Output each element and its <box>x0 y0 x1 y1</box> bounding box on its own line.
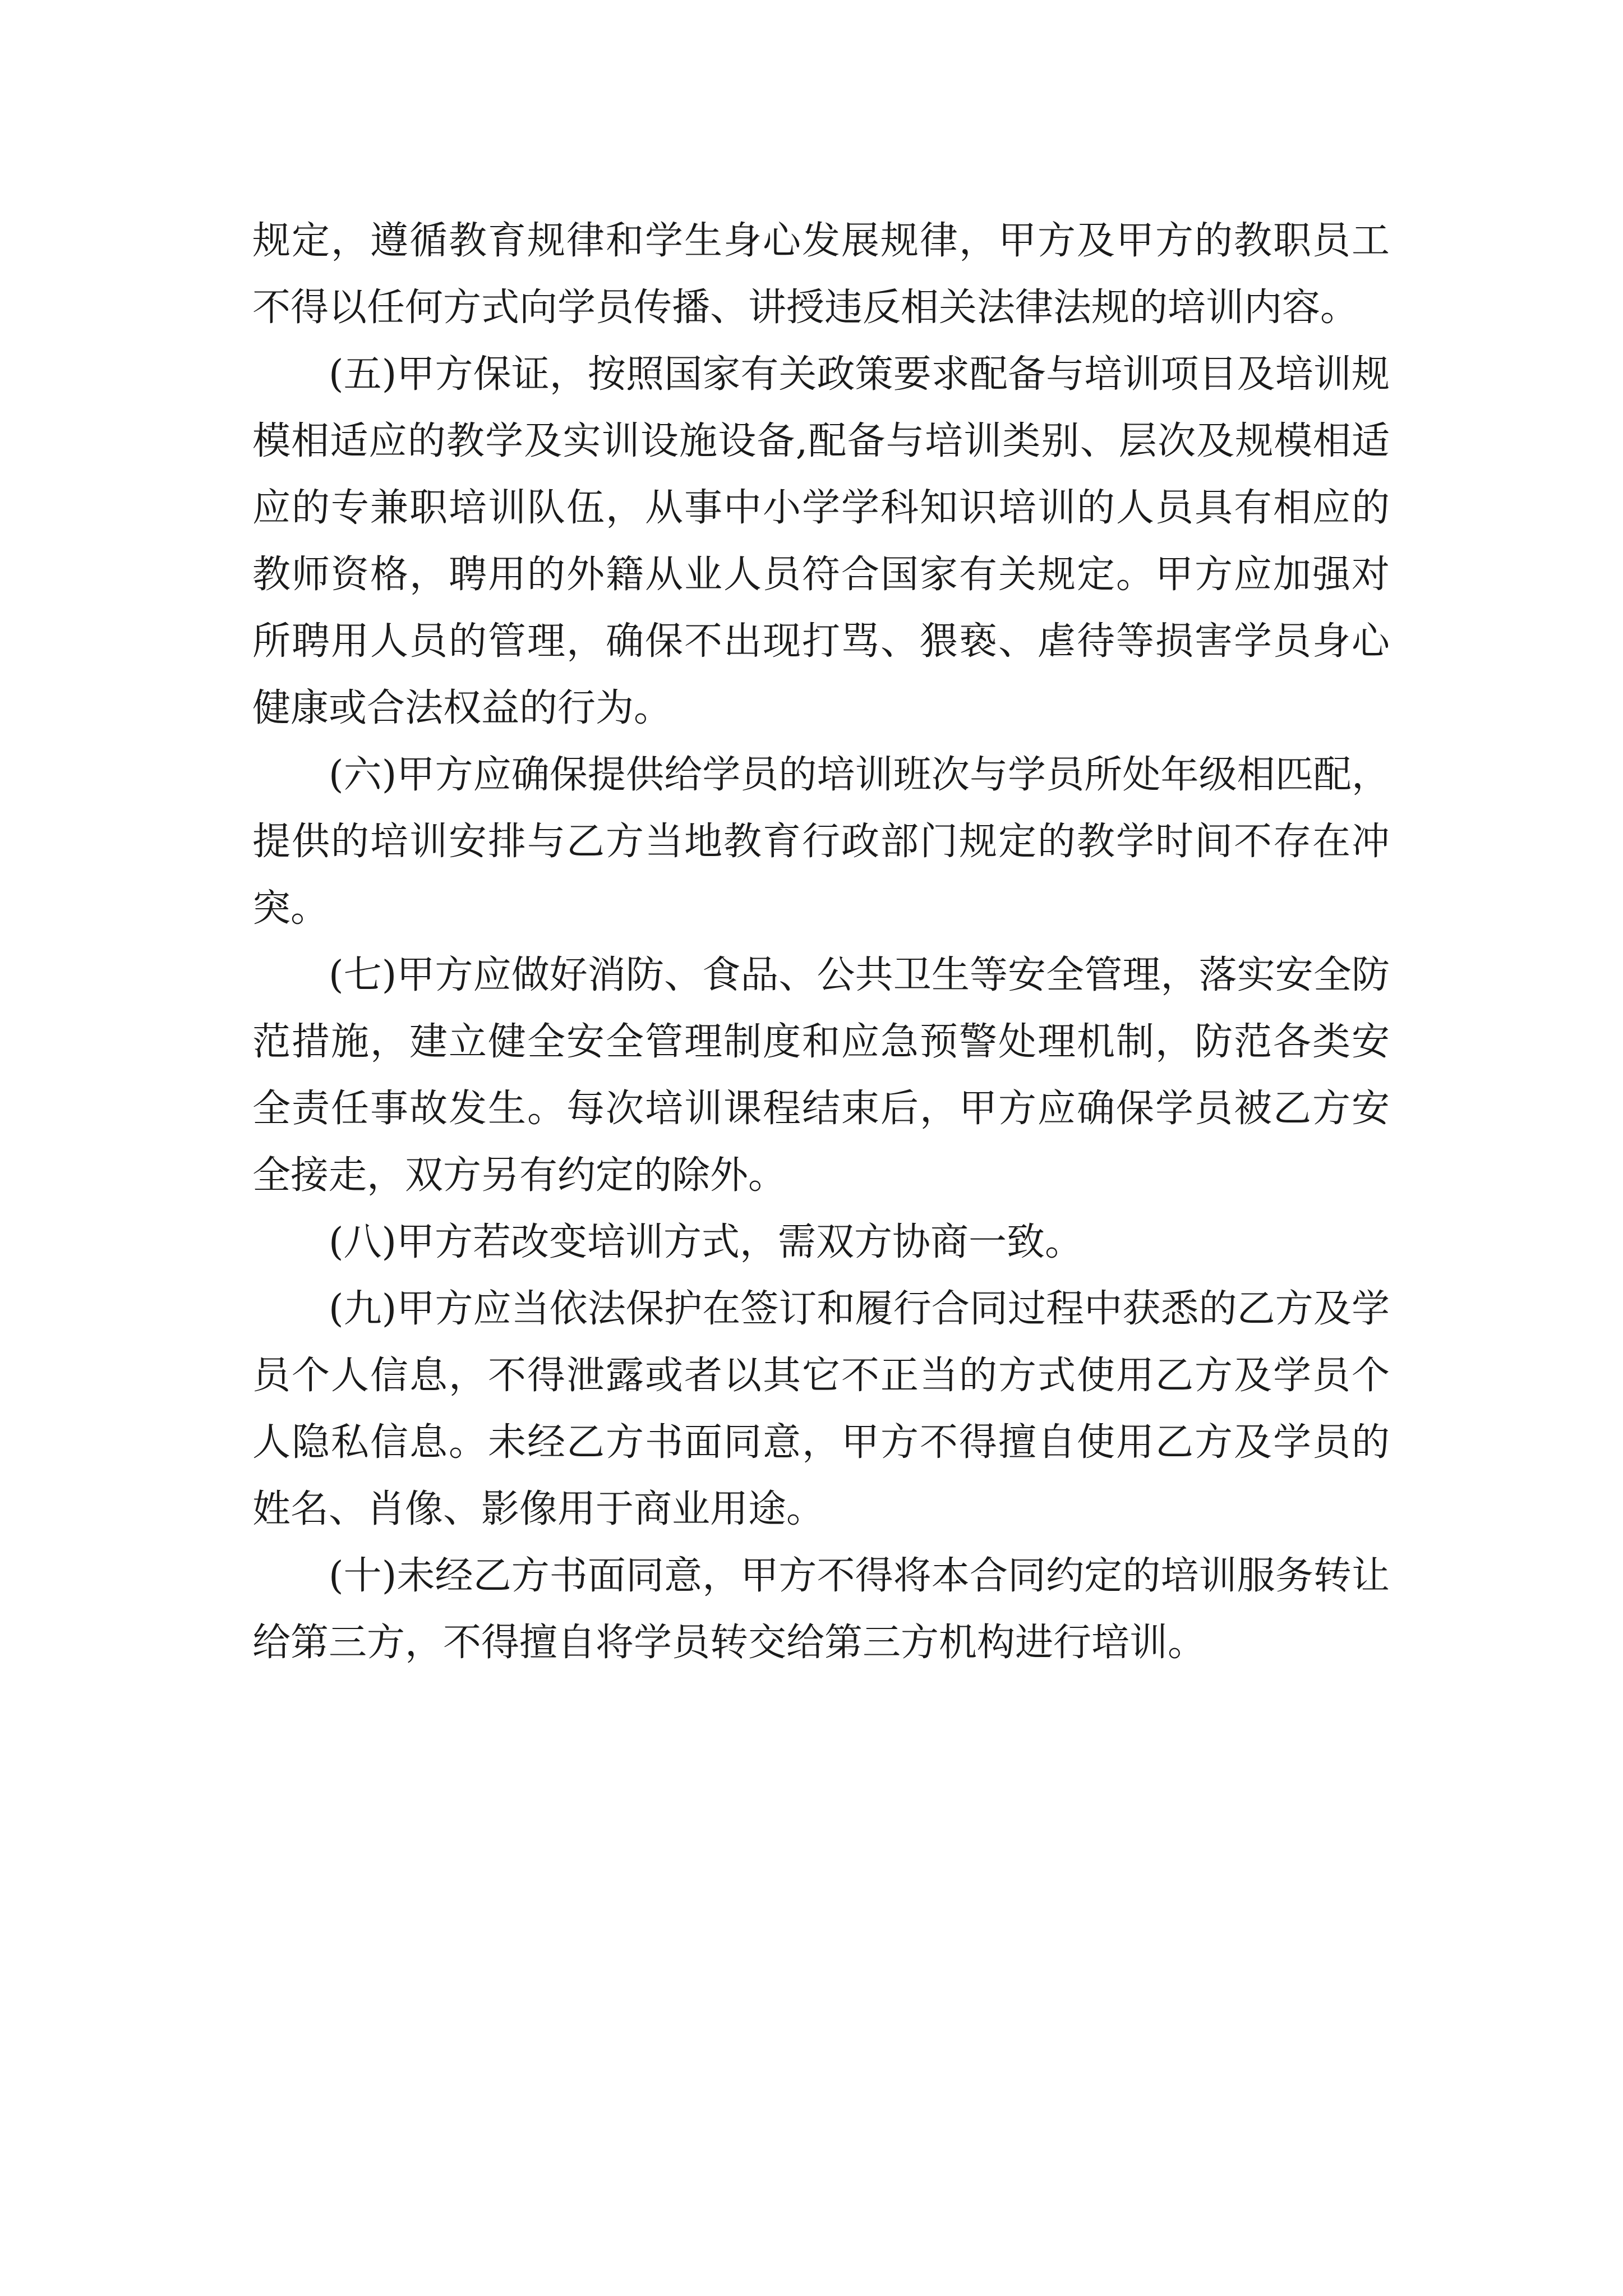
paragraph-clause-5: (五)甲方保证，按照国家有关政策要求配备与培训项目及培训规模相适应的教学及实训设施设备,配备与培训类别、层次及规模相适应的专兼职培训队伍，从事中小学学科知识培训的人员具有相应的教师资格，聘用的外籍从业人员符合国家有关规定。甲方应加强对所聘用人员的管理，确保不出现打骂、猥亵、虐待等损害学员身心健康或合法权益的行为。 <box>252 352 1390 730</box>
paragraph-clause-7: (七)甲方应做好消防、食品、公共卫生等安全管理，落实安全防范措施，建立健全安全管理制度和应急预警处理机制，防范各类安全责任事故发生。每次培训课程结束后，甲方应确保学员被乙方安全接走，双方另有约定的除外。 <box>252 953 1390 1198</box>
paragraph-continued: 规定，遵循教育规律和学生身心发展规律，甲方及甲方的教职员工不得以任何方式向学员传播、讲授违反相关法律法规的培训内容。 <box>252 219 1390 330</box>
paragraph-clause-6: (六)甲方应确保提供给学员的培训班次与学员所处年级相匹配，提供的培训安排与乙方当地教育行政部门规定的教学时间不存在冲突。 <box>252 753 1390 931</box>
paragraph-clause-8: (八)甲方若改变培训方式，需双方协商一致。 <box>329 1220 1083 1264</box>
paragraph-clause-10: (十)未经乙方书面同意，甲方不得将本合同约定的培训服务转让给第三方，不得擅自将学员转交给第三方机构进行培训。 <box>252 1554 1390 1665</box>
paragraph-clause-9: (九)甲方应当依法保护在签订和履行合同过程中获悉的乙方及学员个人信息，不得泄露或者以其它不正当的方式使用乙方及学员个人隐私信息。未经乙方书面同意，甲方不得擅自使用乙方及学员的姓名、肖像、影像用于商业用途。 <box>252 1287 1390 1531</box>
document-page <box>252 208 1390 1676</box>
